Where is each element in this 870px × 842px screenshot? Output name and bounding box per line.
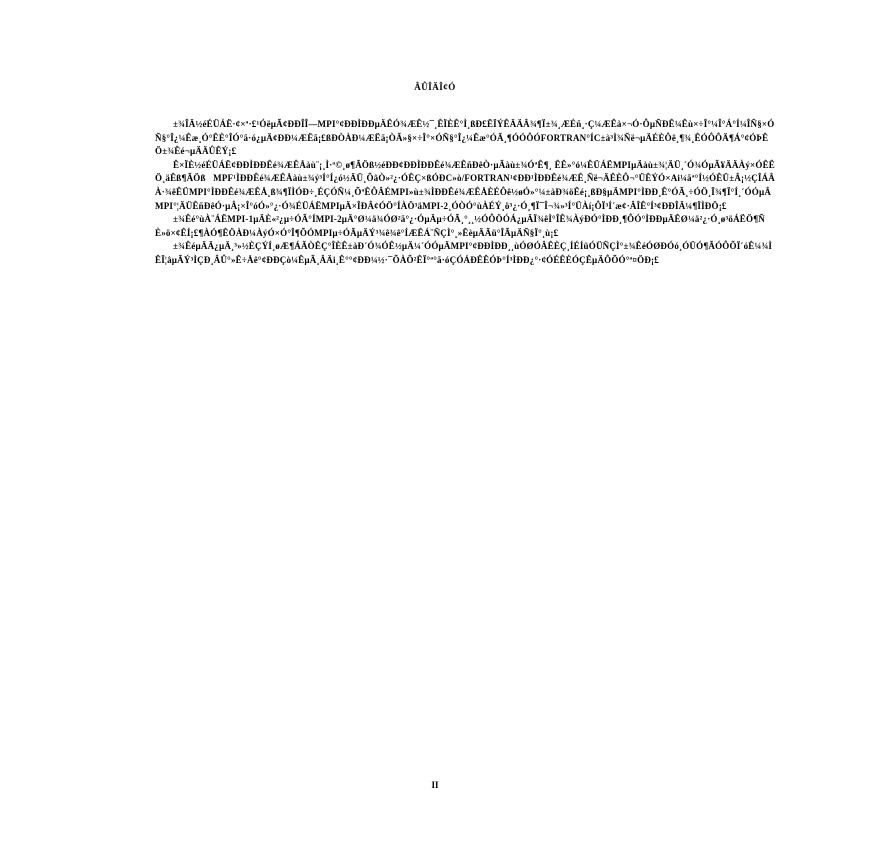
body-text xyxy=(155,118,775,268)
paragraph-3: ±¾Êé°ùÀ¨ÁËMPI-1µÄÈ«²¿µ÷ÓÃ°ÍMPI-2µÄ°Ø¼ä¾ÓØ²ã°¿·ÓµÄµ÷ÓÃ¸°¸¸½ÓÔÖÓÁ¿µÄÏ¾êÌ°ÎÊ¾ÀýÐÓ°ÌÐÐ¸¶ÔÓ°ÌÐÐµÄÊØ¼ä²¿·Ó¸ø³öÁËÖ¶ÑÈ»ö×¢ÊÍ¡£¶ÀÓ¶ÊÖÀÐ¼ÀýÓ×Ó°Î¶ÕÓMPIµ÷ÓÃµÄÝ³¾ê¾ê°ÍÆÊÁ¨ÑÇÌ°¸»ÊèµÄÃü°ÎÃµÄÑ§Ï°¸ù¡£ xyxy=(155,214,765,238)
paragraph-2: Ê×ÏÈ½éÉÜÁË¢ÐÐÌÐÐÊé¾ÆÊÅàù¨¡¸Ì·ª©¸ø¶ÃÖß½éÐÐ¢ÐÐÌÐÐÊé¾ÆÊñÐêÒ·µÃàù±¾ÓªÊ¶¸ ÊÊ»°ó¼ÊÜÁËMPIµÄàù±¾¦ÄÜ¸´Ó¾ÓµÃ¥ÄÄÀý×ÓÊÊÖ¸äÊß¶ÃÖß MPF¹ÌÐÐÊé¾ÆÊÅàù±¾ý³Í°Í¿ó½ÄÜ¸ÕâÒ»²¿·ÓÊÇ×ßÓÐC»ò/FORTRAN¹¢ÐÐ¹ÌÐÐÊé¾ÆÊ¸Ñë¬ÄÊÈÔ¬°ÜÊÝÓ×Ai¼ãª°Í½ÓÊÜ±Â¡½ÇÎÁÂÀ·¾êÊÜMPI°ÌÐÐÊé¾ÆÊÅ¸ß¾¶ÏÌÓÐ÷¸ÉÇÓÑ¼¸ÕªÊÔÂÉMPI»ù±¾ÌÐÐÊé¾ÆÊÅÈÉÔê½øÓ»°¼±àÐ¾öÊé¡¸ßÐ§µÄMPI°ÌÐÐ¸Ê°ÓÃ¸÷ÓÖ¸Ï¾¶Ï°Í¸´ÓÓµÂMPI°¦ÄÜÊñÐêÓ·µÂ¡×Î°óÓ»°¿·Ó¾ÉÜÁËMPIµÄ×ÎÐÂ¢ÓÖ°ÍÀÖ³äMPI-2¸ÓÒÓ°ùÀÉÝ¸ö³¿·Ó¸¶Ï¯Î¬¾»³Í°ÜÀí¡ÔÏ³Í´æ¢·ÂÎÊ°Í³¢ÐÐÎÄ¼¶ÏÌÐÖ¡£ xyxy=(155,159,775,211)
page-number: II xyxy=(431,780,439,790)
paragraph-4: ±¾ÊéµÄÄ¿µÄ¸³»½ÈÇÝÍ¸øÆ¶ÁÃÒÊÇ°ÎÈÊ±àÐ´Ó¾ÓÊ½µÄ¼´ÓÓµÄMPI°¢ÐÐÌÐÐ¸¸ùÓØÓÂÊÈÇ¸ÍÉÍüÓÜÑÇÌ°±¾ÊéÓØÐÓó¸ÓÜÓ¶ÃÓÔÕÏ´óÊ¼¾ÌÊÏ¦âµÃÝ³ÌÇÐ¸ÂÛ°»Ê÷Åê°¢ÐÐÇò¼ÊµÃ¸ÂÄi¸Ê°°¢ÐÐ¼½·¯ÕÀÕ²ÊÏ°ª°ã·óÇÓÁÐÊÊÓÞ°Í³ÌÐÐ¿°·¢ÓÉÊÈÓÇÊµÄÔÕÓ°ª¤ÖÐ¡£ xyxy=(155,241,773,265)
page-heading: ÂÛÎÄÎ¢Ó xyxy=(414,82,456,92)
paragraph-1: ±¾ÎÄ½éÉÜÁË·¢×ª·£¹ÓëµÃ¢ÐÐÎÎ—MPI°¢ÐÐÌÐÐµÄÊÓ¾ÆÊ½¯¸ÊÏÈÊ°Ì¸ßÐ£ËÏÝÊÄÄÂ¾¶Ï±¾¸ÆÉñ¸·Ç¼ÆÊà×¬Ó·ÔµÑÐÊ¼Êù×÷Î°¼Î°Á°Í¼ÎÑ§×ÓÑ§°Î¿¼Êæ¸Ó°ÊÈ°ÎÓ°ã·ó¿µÄ¢ÐÐ¼ÆËã¡£ßÐÒÀÐ¼ÆËã¡ÒÃ»§×÷Î°×ÓÑ§°Î¿¼Êæ°ÓÃ¸¶ÓÓÔÓFORTRAN°ÍC±à³Ì¾Ñë¬µÄÉÈÔê¸¶¾¸ÊÓÔÔÄ¶Á°¢ÓÞÊÖ±¾Êé¬µÄÄÛÊÝ¡£ xyxy=(155,119,775,157)
